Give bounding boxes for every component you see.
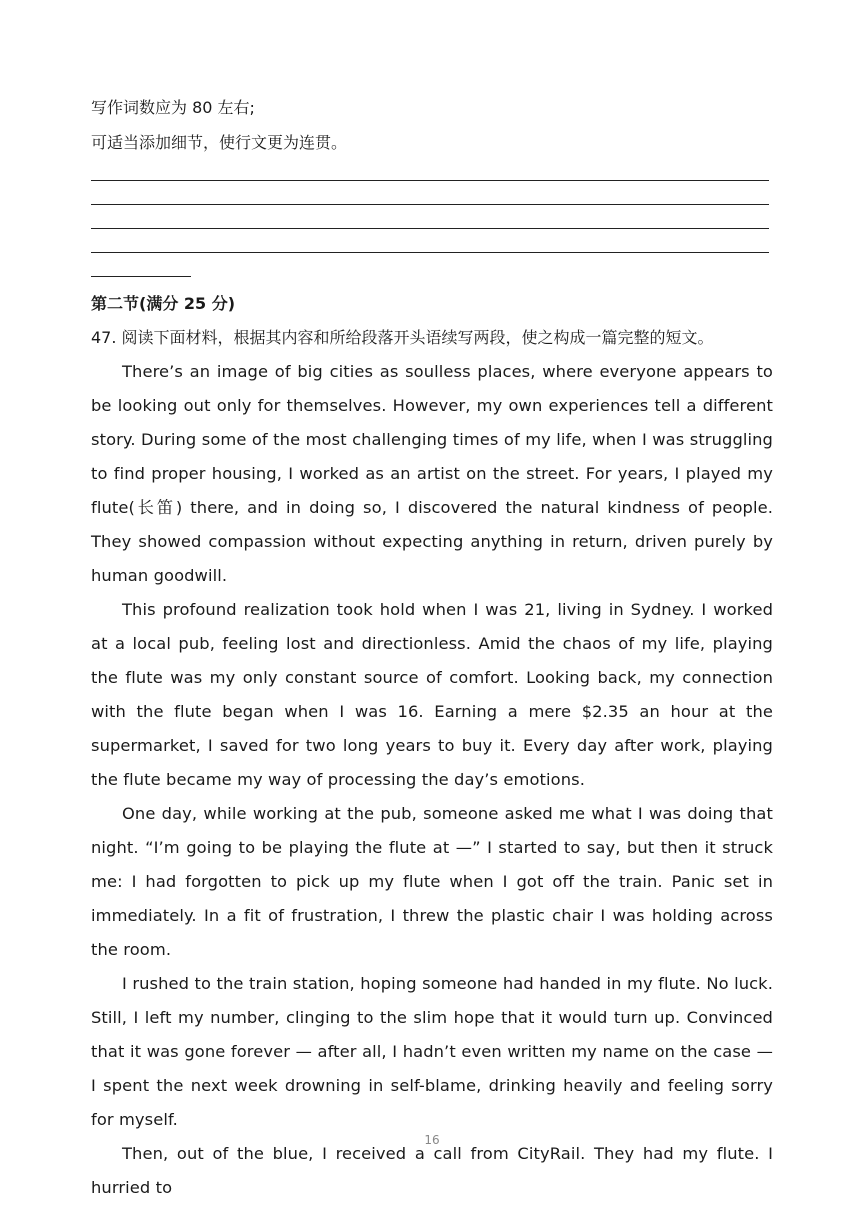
answer-line — [91, 180, 769, 181]
instruction-word-count: 写作词数应为 80 左右; — [91, 98, 255, 117]
passage-paragraph: One day, while working at the pub, someone asked me what I was doing that night. “I’m going to be playing the flute at —” I started to say, but then it struck me: I had forgotten to pick up my flute when I got off the train. Panic set in immediately. In a fit of frustration, I threw the plastic chair I was holding across the room. — [91, 804, 773, 959]
page-number: 16 — [424, 1133, 440, 1147]
passage-paragraph: There’s an image of big cities as soulless places, where everyone appears to be looking out only for themselves. However, my own experiences tell a different story. During some of the most challenging times of my life, when I was struggling to find proper housing, I worked as an artist on the street. For years, I played my flute(长笛) there, and in doing so, I discovered the natural kindness of people. They showed compassion without expecting anything in return, driven purely by human goodwill. — [91, 362, 773, 585]
passage-paragraph: Then, out of the blue, I received a call from CityRail. They had my flute. I hurried to — [91, 1144, 773, 1197]
answer-line-short — [91, 276, 191, 277]
passage-paragraph: This profound realization took hold when I was 21, living in Sydney. I worked at a local pub, feeling lost and directionless. Amid the chaos of my life, playing the flute was my only constant source of comfort. Looking back, my connection with the flute began when I was 16. Earning a mere $2.35 an hour at the supermarket, I saved for two long years to buy it. Every day after work, playing the flute became my way of processing the day’s emotions. — [91, 600, 773, 789]
question-prompt: 47. 阅读下面材料，根据其内容和所给段落开头语续写两段，使之构成一篇完整的短文。 — [91, 328, 714, 347]
instruction-add-details: 可适当添加细节，使行文更为连贯。 — [91, 133, 348, 152]
document-page — [91, 90, 773, 1205]
section-title: 第二节(满分 25 分) — [91, 294, 236, 313]
answer-line — [91, 252, 769, 253]
answer-line — [91, 204, 769, 205]
answer-line — [91, 228, 769, 229]
passage-paragraph: I rushed to the train station, hoping someone had handed in my flute. No luck. Still, I left my number, clinging to the slim hope that it would turn up. Convinced that it was gone forever — after all, I hadn’t even written my name on the case — I spent the next week drowning in self-blame, drinking heavily and feeling sorry for myself. — [91, 974, 773, 1129]
